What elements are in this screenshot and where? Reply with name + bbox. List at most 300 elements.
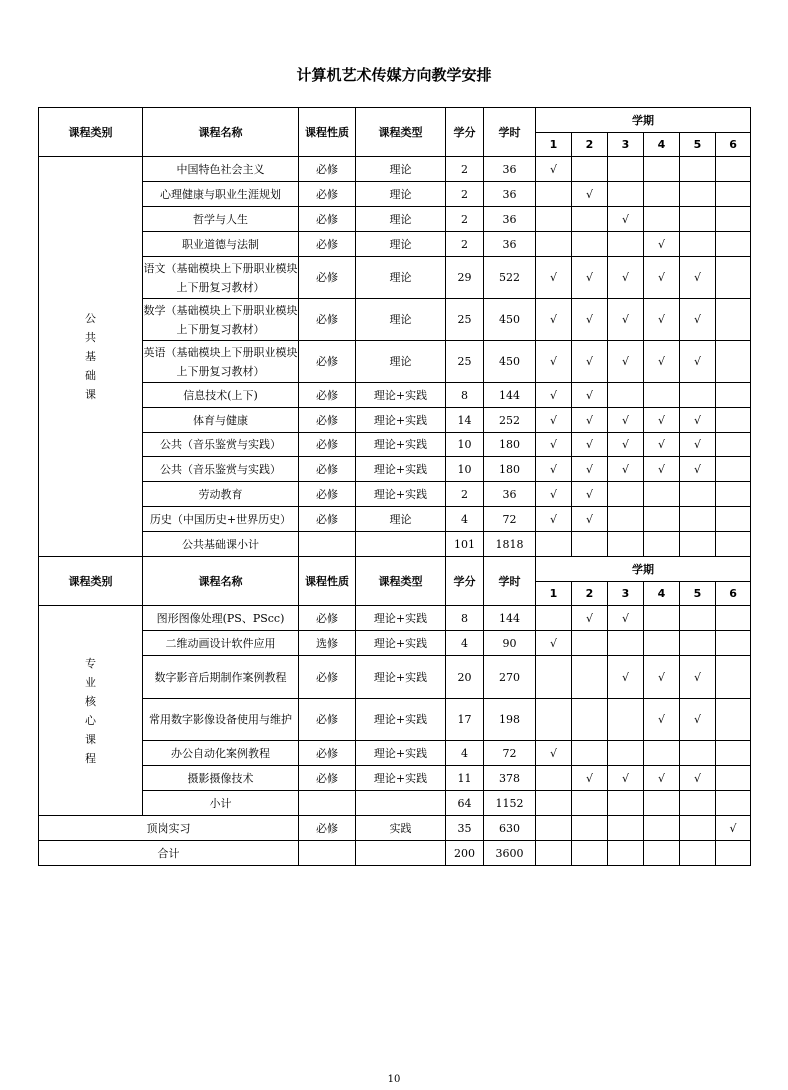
course-hours: 72 xyxy=(484,741,536,766)
course-hours: 198 xyxy=(484,699,536,741)
empty-cell xyxy=(356,791,446,816)
semester-4-cell: √ xyxy=(644,299,680,341)
semester-1-cell: √ xyxy=(536,157,572,182)
header-semester-2: 2 xyxy=(572,133,608,157)
semester-6-cell xyxy=(716,207,751,232)
semester-1-cell: √ xyxy=(536,257,572,299)
semester-6-cell xyxy=(716,157,751,182)
course-name: 数学（基础模块上下册职业模块上下册复习教材） xyxy=(143,299,299,341)
course-type: 理论+实践 xyxy=(356,383,446,408)
course-type: 理论+实践 xyxy=(356,482,446,507)
course-row xyxy=(39,606,751,631)
semester-4-cell: √ xyxy=(644,408,680,433)
course-row xyxy=(39,299,751,341)
course-row xyxy=(39,433,751,457)
semester-2-cell xyxy=(572,656,608,699)
course-type: 理论 xyxy=(356,232,446,257)
course-type: 理论 xyxy=(356,507,446,532)
course-credit: 8 xyxy=(446,606,484,631)
course-row xyxy=(39,766,751,791)
course-nature: 必修 xyxy=(299,299,356,341)
semester-5-cell xyxy=(680,182,716,207)
semester-3-cell: √ xyxy=(608,408,644,433)
internship-name: 顶岗实习 xyxy=(39,816,299,841)
semester-3-cell xyxy=(608,157,644,182)
course-row xyxy=(39,257,751,299)
course-row xyxy=(39,631,751,656)
semester-6-cell xyxy=(716,841,751,866)
course-row xyxy=(39,656,751,699)
semester-4-cell: √ xyxy=(644,232,680,257)
course-credit: 2 xyxy=(446,232,484,257)
subtotal-label: 公共基础课小计 xyxy=(143,532,299,557)
total-row xyxy=(39,841,751,866)
semester-1-cell: √ xyxy=(536,433,572,457)
course-credit: 2 xyxy=(446,207,484,232)
semester-6-cell: √ xyxy=(716,816,751,841)
internship-credit: 35 xyxy=(446,816,484,841)
semester-4-cell xyxy=(644,841,680,866)
semester-3-cell xyxy=(608,532,644,557)
header-category: 课程类别 xyxy=(39,108,143,157)
semester-5-cell xyxy=(680,482,716,507)
course-row xyxy=(39,699,751,741)
semester-3-cell: √ xyxy=(608,341,644,383)
course-credit: 17 xyxy=(446,699,484,741)
semester-5-cell xyxy=(680,532,716,557)
course-nature: 必修 xyxy=(299,257,356,299)
subtotal-hours: 1818 xyxy=(484,532,536,557)
subtotal-credit: 101 xyxy=(446,532,484,557)
semester-6-cell xyxy=(716,383,751,408)
course-row xyxy=(39,207,751,232)
empty-cell xyxy=(356,532,446,557)
course-nature: 必修 xyxy=(299,699,356,741)
semester-6-cell xyxy=(716,457,751,482)
semester-4-cell: √ xyxy=(644,257,680,299)
semester-5-cell: √ xyxy=(680,341,716,383)
semester-4-cell xyxy=(644,816,680,841)
course-hours: 36 xyxy=(484,182,536,207)
semester-3-cell xyxy=(608,841,644,866)
semester-3-cell xyxy=(608,383,644,408)
header-course-nature: 课程性质 xyxy=(299,108,356,157)
course-hours: 36 xyxy=(484,482,536,507)
course-hours: 450 xyxy=(484,299,536,341)
course-credit: 25 xyxy=(446,299,484,341)
course-row xyxy=(39,457,751,482)
semester-4-cell xyxy=(644,182,680,207)
header-hours: 学时 xyxy=(484,108,536,157)
course-nature: 必修 xyxy=(299,383,356,408)
semester-1-cell: √ xyxy=(536,741,572,766)
course-hours: 252 xyxy=(484,408,536,433)
semester-3-cell xyxy=(608,232,644,257)
semester-5-cell: √ xyxy=(680,408,716,433)
semester-4-cell xyxy=(644,507,680,532)
course-credit: 2 xyxy=(446,482,484,507)
semester-6-cell xyxy=(716,299,751,341)
semester-1-cell: √ xyxy=(536,507,572,532)
semester-3-cell: √ xyxy=(608,457,644,482)
semester-5-cell xyxy=(680,816,716,841)
course-type: 理论+实践 xyxy=(356,766,446,791)
semester-2-cell xyxy=(572,532,608,557)
semester-2-cell: √ xyxy=(572,408,608,433)
major-header-row xyxy=(39,557,751,582)
course-row xyxy=(39,408,751,433)
subtotal-credit: 64 xyxy=(446,791,484,816)
semester-4-cell: √ xyxy=(644,341,680,383)
course-nature: 选修 xyxy=(299,631,356,656)
course-name: 英语（基础模块上下册职业模块上下册复习教材） xyxy=(143,341,299,383)
course-type: 理论 xyxy=(356,341,446,383)
course-name: 摄影摄像技术 xyxy=(143,766,299,791)
semester-3-cell xyxy=(608,741,644,766)
semester-4-cell: √ xyxy=(644,457,680,482)
header-semester: 学期 xyxy=(536,108,751,133)
subtotal-label: 小计 xyxy=(143,791,299,816)
semester-3-cell xyxy=(608,791,644,816)
public-subtotal-row xyxy=(39,532,751,557)
header-semester-5: 5 xyxy=(680,582,716,606)
semester-3-cell xyxy=(608,182,644,207)
course-name: 语文（基础模块上下册职业模块上下册复习教材） xyxy=(143,257,299,299)
course-name: 办公自动化案例教程 xyxy=(143,741,299,766)
header-semester-1: 1 xyxy=(536,133,572,157)
semester-4-cell xyxy=(644,631,680,656)
course-hours: 522 xyxy=(484,257,536,299)
semester-3-cell: √ xyxy=(608,207,644,232)
semester-5-cell: √ xyxy=(680,433,716,457)
semester-3-cell xyxy=(608,631,644,656)
course-hours: 450 xyxy=(484,341,536,383)
semester-4-cell: √ xyxy=(644,766,680,791)
course-credit: 8 xyxy=(446,383,484,408)
course-row xyxy=(39,741,751,766)
semester-1-cell xyxy=(536,606,572,631)
course-credit: 2 xyxy=(446,182,484,207)
semester-3-cell: √ xyxy=(608,766,644,791)
course-credit: 4 xyxy=(446,507,484,532)
total-label: 合计 xyxy=(39,841,299,866)
header-credit: 学分 xyxy=(446,108,484,157)
semester-1-cell xyxy=(536,699,572,741)
public-header-row xyxy=(39,108,751,133)
semester-1-cell xyxy=(536,791,572,816)
semester-1-cell xyxy=(536,656,572,699)
header-category: 课程类别 xyxy=(39,557,143,606)
course-name: 公共（音乐鉴赏与实践） xyxy=(143,457,299,482)
header-credit: 学分 xyxy=(446,557,484,606)
semester-6-cell xyxy=(716,232,751,257)
empty-cell xyxy=(356,841,446,866)
semester-5-cell: √ xyxy=(680,257,716,299)
header-semester-4: 4 xyxy=(644,582,680,606)
course-hours: 144 xyxy=(484,606,536,631)
semester-3-cell: √ xyxy=(608,257,644,299)
course-nature: 必修 xyxy=(299,741,356,766)
semester-5-cell xyxy=(680,841,716,866)
internship-row xyxy=(39,816,751,841)
semester-5-cell: √ xyxy=(680,656,716,699)
course-hours: 72 xyxy=(484,507,536,532)
semester-4-cell xyxy=(644,207,680,232)
course-hours: 36 xyxy=(484,232,536,257)
course-name: 职业道德与法制 xyxy=(143,232,299,257)
semester-4-cell xyxy=(644,741,680,766)
semester-6-cell xyxy=(716,257,751,299)
page-number: 10 xyxy=(387,1074,401,1085)
course-hours: 36 xyxy=(484,157,536,182)
semester-1-cell xyxy=(536,232,572,257)
semester-2-cell: √ xyxy=(572,257,608,299)
semester-2-cell xyxy=(572,841,608,866)
course-nature: 必修 xyxy=(299,207,356,232)
course-nature: 必修 xyxy=(299,482,356,507)
category-label: 公共基础课 xyxy=(85,312,96,401)
category-cell xyxy=(39,606,143,816)
category-cell xyxy=(39,157,143,557)
semester-2-cell: √ xyxy=(572,766,608,791)
course-type: 理论+实践 xyxy=(356,433,446,457)
course-type: 理论 xyxy=(356,299,446,341)
header-semester: 学期 xyxy=(536,557,751,582)
semester-4-cell xyxy=(644,791,680,816)
semester-4-cell xyxy=(644,383,680,408)
semester-5-cell: √ xyxy=(680,766,716,791)
semester-6-cell xyxy=(716,341,751,383)
header-semester-3: 3 xyxy=(608,133,644,157)
course-credit: 14 xyxy=(446,408,484,433)
internship-type: 实践 xyxy=(356,816,446,841)
course-type: 理论+实践 xyxy=(356,408,446,433)
semester-2-cell xyxy=(572,791,608,816)
course-type: 理论 xyxy=(356,207,446,232)
semester-5-cell xyxy=(680,232,716,257)
semester-3-cell xyxy=(608,699,644,741)
course-type: 理论+实践 xyxy=(356,656,446,699)
semester-6-cell xyxy=(716,532,751,557)
semester-5-cell: √ xyxy=(680,299,716,341)
semester-4-cell xyxy=(644,606,680,631)
course-credit: 25 xyxy=(446,341,484,383)
course-credit: 10 xyxy=(446,457,484,482)
course-hours: 36 xyxy=(484,207,536,232)
semester-2-cell xyxy=(572,207,608,232)
semester-4-cell xyxy=(644,482,680,507)
semester-2-cell: √ xyxy=(572,606,608,631)
semester-2-cell: √ xyxy=(572,507,608,532)
course-credit: 11 xyxy=(446,766,484,791)
course-row xyxy=(39,507,751,532)
empty-cell xyxy=(299,841,356,866)
course-name: 数字影音后期制作案例教程 xyxy=(143,656,299,699)
course-type: 理论 xyxy=(356,257,446,299)
course-type: 理论+实践 xyxy=(356,699,446,741)
course-name: 二维动画设计软件应用 xyxy=(143,631,299,656)
course-name: 历史（中国历史+世界历史） xyxy=(143,507,299,532)
course-credit: 4 xyxy=(446,631,484,656)
header-semester-4: 4 xyxy=(644,133,680,157)
course-type: 理论+实践 xyxy=(356,606,446,631)
teaching-schedule-table xyxy=(38,107,751,866)
empty-cell xyxy=(299,791,356,816)
header-course-type: 课程类型 xyxy=(356,108,446,157)
course-nature: 必修 xyxy=(299,408,356,433)
major-subtotal-row xyxy=(39,791,751,816)
header-semester-3: 3 xyxy=(608,582,644,606)
semester-6-cell xyxy=(716,482,751,507)
total-credit: 200 xyxy=(446,841,484,866)
semester-3-cell xyxy=(608,507,644,532)
course-nature: 必修 xyxy=(299,157,356,182)
course-nature: 必修 xyxy=(299,182,356,207)
semester-2-cell xyxy=(572,232,608,257)
course-hours: 144 xyxy=(484,383,536,408)
category-label: 专业核心课程 xyxy=(85,656,96,765)
course-name: 公共（音乐鉴赏与实践） xyxy=(143,433,299,457)
semester-1-cell xyxy=(536,816,572,841)
course-nature: 必修 xyxy=(299,507,356,532)
semester-2-cell: √ xyxy=(572,299,608,341)
semester-2-cell: √ xyxy=(572,341,608,383)
header-semester-5: 5 xyxy=(680,133,716,157)
header-course-type: 课程类型 xyxy=(356,557,446,606)
semester-4-cell xyxy=(644,532,680,557)
header-semester-1: 1 xyxy=(536,582,572,606)
course-credit: 4 xyxy=(446,741,484,766)
course-name: 体育与健康 xyxy=(143,408,299,433)
course-type: 理论+实践 xyxy=(356,457,446,482)
course-row xyxy=(39,182,751,207)
semester-2-cell xyxy=(572,157,608,182)
course-name: 图形图像处理(PS、PScc) xyxy=(143,606,299,631)
course-name: 哲学与人生 xyxy=(143,207,299,232)
semester-2-cell: √ xyxy=(572,433,608,457)
semester-2-cell: √ xyxy=(572,383,608,408)
course-hours: 378 xyxy=(484,766,536,791)
course-type: 理论 xyxy=(356,182,446,207)
semester-5-cell xyxy=(680,207,716,232)
semester-1-cell xyxy=(536,532,572,557)
course-nature: 必修 xyxy=(299,341,356,383)
course-nature: 必修 xyxy=(299,656,356,699)
header-course-name: 课程名称 xyxy=(143,557,299,606)
course-hours: 270 xyxy=(484,656,536,699)
empty-cell xyxy=(299,532,356,557)
course-name: 常用数字影像设备使用与维护 xyxy=(143,699,299,741)
semester-6-cell xyxy=(716,433,751,457)
semester-1-cell: √ xyxy=(536,631,572,656)
course-type: 理论+实践 xyxy=(356,631,446,656)
course-name: 信息技术(上下) xyxy=(143,383,299,408)
semester-5-cell xyxy=(680,507,716,532)
semester-1-cell xyxy=(536,766,572,791)
course-nature: 必修 xyxy=(299,606,356,631)
semester-5-cell xyxy=(680,606,716,631)
header-hours: 学时 xyxy=(484,557,536,606)
semester-4-cell: √ xyxy=(644,433,680,457)
course-credit: 10 xyxy=(446,433,484,457)
semester-6-cell xyxy=(716,766,751,791)
semester-5-cell xyxy=(680,631,716,656)
semester-1-cell: √ xyxy=(536,383,572,408)
subtotal-hours: 1152 xyxy=(484,791,536,816)
course-row xyxy=(39,157,751,182)
semester-5-cell xyxy=(680,383,716,408)
header-course-name: 课程名称 xyxy=(143,108,299,157)
semester-3-cell xyxy=(608,482,644,507)
course-nature: 必修 xyxy=(299,232,356,257)
course-row xyxy=(39,482,751,507)
semester-1-cell xyxy=(536,207,572,232)
semester-3-cell xyxy=(608,816,644,841)
semester-1-cell: √ xyxy=(536,457,572,482)
course-row xyxy=(39,341,751,383)
semester-6-cell xyxy=(716,699,751,741)
semester-6-cell xyxy=(716,182,751,207)
semester-6-cell xyxy=(716,631,751,656)
semester-1-cell xyxy=(536,182,572,207)
course-row xyxy=(39,232,751,257)
total-hours: 3600 xyxy=(484,841,536,866)
header-semester-6: 6 xyxy=(716,582,751,606)
course-nature: 必修 xyxy=(299,766,356,791)
semester-1-cell xyxy=(536,841,572,866)
semester-3-cell: √ xyxy=(608,606,644,631)
semester-1-cell: √ xyxy=(536,408,572,433)
semester-5-cell xyxy=(680,741,716,766)
semester-5-cell: √ xyxy=(680,457,716,482)
course-name: 中国特色社会主义 xyxy=(143,157,299,182)
semester-2-cell: √ xyxy=(572,482,608,507)
course-type: 理论+实践 xyxy=(356,741,446,766)
page-title: 计算机艺术传媒方向教学安排 xyxy=(296,66,492,84)
semester-1-cell: √ xyxy=(536,482,572,507)
course-credit: 20 xyxy=(446,656,484,699)
course-credit: 29 xyxy=(446,257,484,299)
course-nature: 必修 xyxy=(299,433,356,457)
internship-hours: 630 xyxy=(484,816,536,841)
semester-6-cell xyxy=(716,656,751,699)
course-hours: 180 xyxy=(484,433,536,457)
header-course-nature: 课程性质 xyxy=(299,557,356,606)
semester-1-cell: √ xyxy=(536,341,572,383)
course-row xyxy=(39,383,751,408)
semester-3-cell: √ xyxy=(608,299,644,341)
semester-2-cell xyxy=(572,631,608,656)
semester-4-cell: √ xyxy=(644,699,680,741)
course-name: 劳动教育 xyxy=(143,482,299,507)
semester-6-cell xyxy=(716,791,751,816)
semester-6-cell xyxy=(716,606,751,631)
internship-nature: 必修 xyxy=(299,816,356,841)
semester-4-cell xyxy=(644,157,680,182)
semester-5-cell: √ xyxy=(680,699,716,741)
semester-4-cell: √ xyxy=(644,656,680,699)
semester-5-cell xyxy=(680,157,716,182)
course-credit: 2 xyxy=(446,157,484,182)
semester-1-cell: √ xyxy=(536,299,572,341)
semester-6-cell xyxy=(716,408,751,433)
semester-3-cell: √ xyxy=(608,656,644,699)
semester-2-cell xyxy=(572,741,608,766)
course-hours: 180 xyxy=(484,457,536,482)
semester-2-cell: √ xyxy=(572,457,608,482)
semester-6-cell xyxy=(716,741,751,766)
course-type: 理论 xyxy=(356,157,446,182)
